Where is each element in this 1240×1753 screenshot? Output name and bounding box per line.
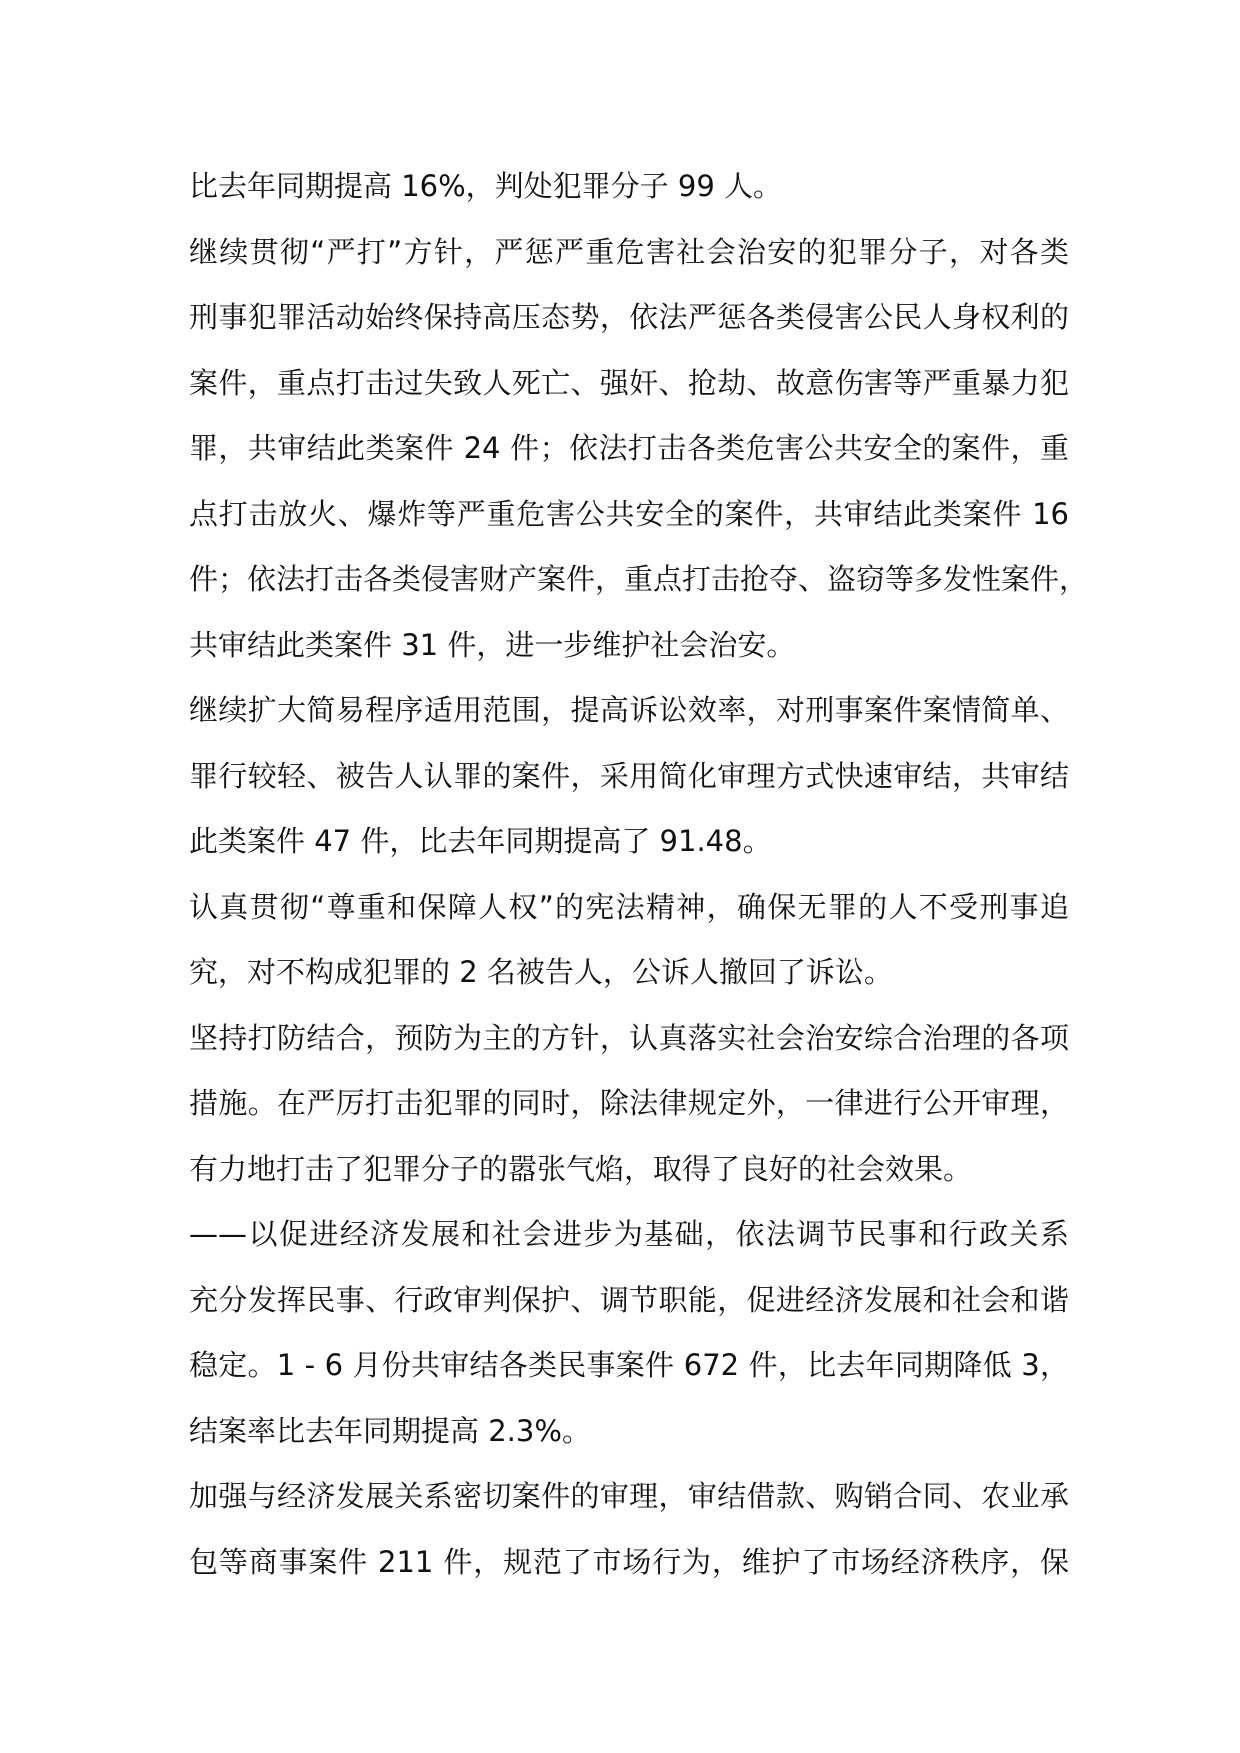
text-line: 加强与经济发展关系密切案件的审理，审结借款、购销合同、农业承	[189, 1479, 1069, 1513]
text-line: ——以促进经济发展和社会进步为基础，依法调节民事和行政关系	[189, 1217, 1069, 1251]
text-line: 究，对不构成犯罪的 2 名被告人，公诉人撤回了诉讼。	[189, 955, 893, 989]
text-line: 有力地打击了犯罪分子的嚣张气焰，取得了良好的社会效果。	[189, 1151, 973, 1186]
text-line: 罪行较轻、被告人认罪的案件，采用简化审理方式快速审结，共审结	[189, 758, 1069, 793]
text-line: 稳定。1 - 6 月份共审结各类民事案件 672 件，比去年同期降低 3，	[189, 1348, 1069, 1382]
text-line: 件；依法打击各类侵害财产案件，重点打击抢夺、盗窃等多发性案件，	[189, 562, 1089, 596]
text-line: 措施。在严厉打击犯罪的同时，除法律规定外，一律进行公开审理，	[189, 1086, 1069, 1120]
text-line: 结案率比去年同期提高 2.3%。	[189, 1413, 591, 1448]
text-line: 比去年同期提高 16%，判处犯罪分子 99 人。	[189, 169, 783, 203]
text-line: 继续贯彻“严打”方针，严惩严重危害社会治安的犯罪分子，对各类	[189, 234, 1069, 269]
text-line: 包等商事案件 211 件，规范了市场行为，维护了市场经济秩序，保	[189, 1544, 1069, 1579]
text-line: 案件，重点打击过失致人死亡、强奸、抢劫、故意伤害等严重暴力犯	[189, 365, 1069, 400]
text-line: 点打击放火、爆炸等严重危害公共安全的案件，共审结此类案件 16	[189, 496, 1069, 531]
text-line: 坚持打防结合，预防为主的方针，认真落实社会治安综合治理的各项	[189, 1020, 1069, 1055]
document-body	[189, 154, 1089, 1595]
text-line: 认真贯彻“尊重和保障人权”的宪法精神，确保无罪的人不受刑事追	[189, 889, 1069, 924]
text-line: 刑事犯罪活动始终保持高压态势，依法严惩各类侵害公民人身权利的	[189, 300, 1069, 334]
text-line: 充分发挥民事、行政审判保护、调节职能，促进经济发展和社会和谐	[189, 1282, 1069, 1317]
text-line: 继续扩大简易程序适用范围，提高诉讼效率，对刑事案件案情简单、	[189, 693, 1069, 727]
text-line: 共审结此类案件 31 件，进一步维护社会治安。	[189, 627, 796, 662]
text-line: 此类案件 47 件，比去年同期提高了 91.48。	[189, 824, 772, 858]
text-line: 罪，共审结此类案件 24 件；依法打击各类危害公共安全的案件，重	[189, 431, 1069, 465]
